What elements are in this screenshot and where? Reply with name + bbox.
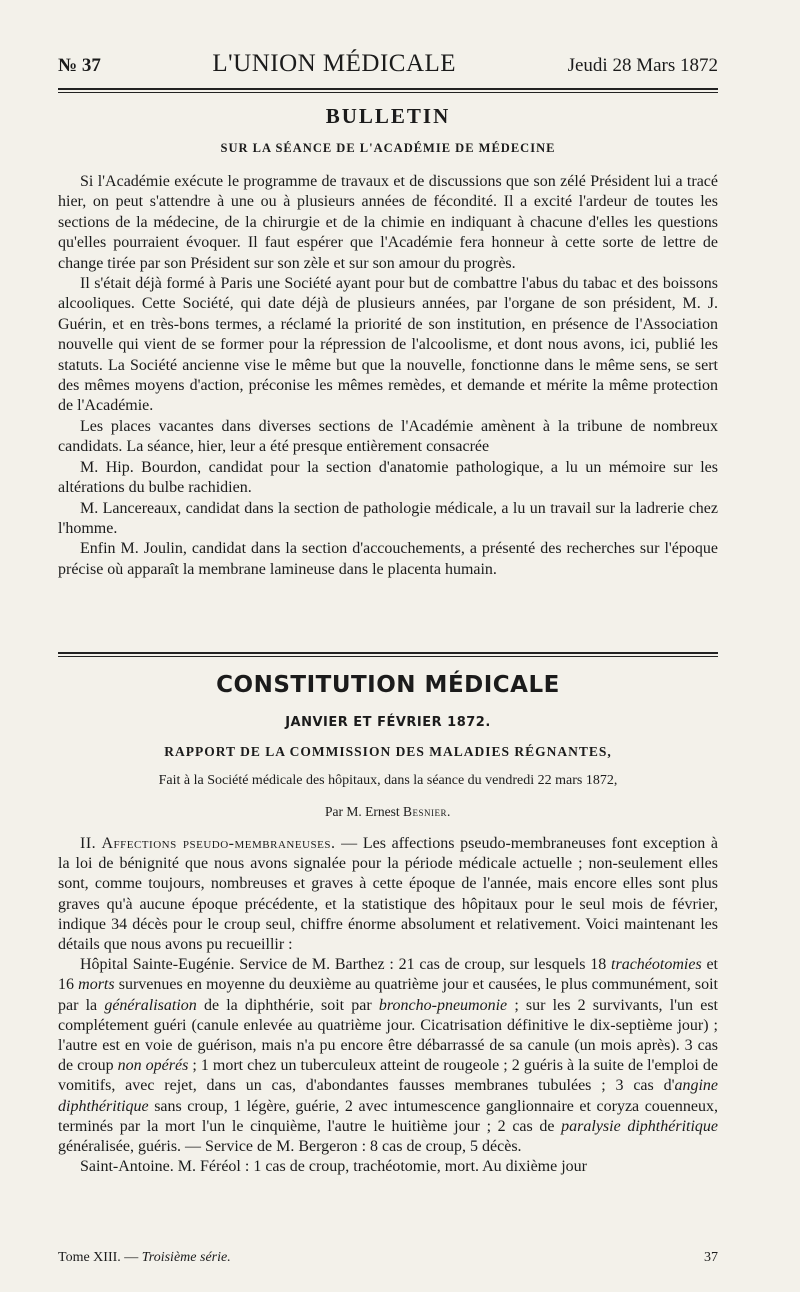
italic-term: paralysie diphthéritique [561,1117,719,1135]
paragraph: Il s'était déjà formé à Paris une Société ayant pour but de combattre l'abus du tabac et des boissons alcooliques. Cette Société, qui date déjà de plusieurs années, par l'organe de son président, M. J. Guérin, et en très-bons termes, a réclamé la priorité de son institution, en présence de l'Association nouvelle qui vient de se former pour la répression de l'alcoolisme, et dont nous avons, ici, publié les statuts. La Société ancienne vise le même but que la nouvelle, fonctionne dans le même sens, se sert des mêmes moyens d'action, préconise les mêmes remèdes, et demande et mérite la même protection de l'Académie. [58,275,718,415]
paragraph [58,834,718,955]
footer-volume [58,1250,231,1270]
header-rule [58,88,718,93]
report-title: RAPPORT DE LA COMMISSION DES MALADIES RÉGNANTES, [164,744,612,759]
issue-date: Jeudi 28 Mars 1872 [567,55,718,76]
constitution-title: CONSTITUTION MÉDICALE [216,672,560,698]
journal-title: L'UNION MÉDICALE [212,50,457,77]
constitution-period: JANVIER ET FÉVRIER 1872. [285,715,491,730]
italic-term: broncho-pneumonie [378,996,508,1014]
paragraph: M. Lancereaux, candidat dans la section de pathologie médicale, a lu un travail sur la ladrerie chez l'homme. [58,499,718,537]
bulletin-body [58,172,718,580]
section-rule [58,652,718,657]
report-context: Fait à la Société médicale des hôpitaux, dans la séance du vendredi 22 mars 1872, [158,773,618,788]
paragraph: Saint-Antoine. M. Féréol : 1 cas de croup, trachéotomie, mort. Au dixième jour [80,1158,587,1176]
italic-term: non opérés [117,1057,189,1075]
paragraph-text: — Les affections pseudo-membraneuses font exception à la loi de bénignité que nous avons signalée pour la période médicale actuelle ; non-seulement elles sont, comme toujours, nombreuses et graves à cette époque de l'année, mais encore elles sont plus graves qu'à aucune époque précédente, et la statistique des hôpitaux pour le seul mois de février, indique 34 décès pour le croup seul, chiffre énorme absolument et relativement. Voici maintenant les détails que nous avons pu recueillir : [58,835,718,954]
text-run: survenues en moyenne du deuxième au quatrième jour et causées, le plus communément, soit par la [58,976,719,1014]
report-author [58,804,718,820]
author-prefix: Par M. Ernest [325,804,400,819]
text-run: et 16 [58,956,719,994]
paragraph: Si l'Académie exécute le programme de travaux et de discussions que son zélé Président lui a tracé hier, on peut s'attendre à une ou à plusieurs années de fécondité. Il a excité l'ardeur de toutes les sections de la médecine, de la chirurgie et de la chimie en indiquant à chacune d'elles les questions qu'elles pourraient évoquer. Il faut espérer que l'Académie fera honneur à cette sorte de lettre de change tirée par son Président sur son zèle et sur son amour du progrès. [58,173,718,272]
text-run: de la diphthérie, soit par [196,996,379,1014]
italic-term: angine diphthéritique [58,1077,718,1115]
section-lead: II. Affections pseudo-membraneuses. [80,835,336,852]
hospital-paragraph [58,955,718,1157]
footer-series: Troisième série. [141,1250,231,1265]
constitution-body [58,834,718,1177]
italic-term: morts [78,976,115,994]
page-footer [58,1250,718,1270]
italic-term: trachéotomies [611,956,702,974]
text-run: Hôpital Sainte-Eugénie. Service de M. Barthez : 21 cas de croup, sur lesquels 18 [80,956,612,974]
running-head [58,50,718,82]
author-name: Besnier. [403,804,451,819]
italic-term: généralisation [104,996,197,1014]
paragraph: Les places vacantes dans diverses sections de l'Académie amènent à la tribune de nombreux candidats. La séance, hier, leur a été presque entièrement consacrée [58,417,718,456]
text-run: sans croup, 1 légère, guérie, 2 avec intumescence ganglionnaire et coryza couenneux, terminés par la mort l'un le cinquième, l'autre le huitième jour ; 2 cas de [58,1097,718,1135]
bulletin-subtitle: SUR LA SÉANCE DE L'ACADÉMIE DE MÉDECINE [220,141,556,155]
page-number: 37 [704,1250,718,1265]
footer-tome: Tome XIII. — [58,1250,139,1265]
issue-number: № 37 [58,55,101,76]
text-run: ; sur les 2 survivants, l'un est complétement guéri (canule enlevée au quatrième jour. Cicatrisation définitive le dix-septième jour) ; l'autre est en voie de guérison, mais n'a pu encore être débarrassé de sa canule (un mois après). 3 cas de croup [58,996,718,1075]
journal-page [58,0,718,1292]
paragraph: M. Hip. Bourdon, candidat pour la section d'anatomie pathologique, a lu un mémoire sur les altérations du bulbe rachidien. [58,458,718,497]
text-run: ; 1 mort chez un tuberculeux atteint de rougeole ; 2 guéris à la suite de l'emploi de vomitifs, avec rejet, dans un cas, d'abondantes fausses membranes tubulées ; 3 cas d' [58,1057,719,1095]
bulletin-title: BULLETIN [325,104,451,128]
text-run: généralisée, guéris. — Service de M. Bergeron : 8 cas de croup, 5 décès. [58,1138,522,1156]
paragraph: Enfin M. Joulin, candidat dans la section d'accouchements, a présenté des recherches sur l'époque précise où apparaît la membrane lamineuse dans le placenta humain. [58,540,718,578]
